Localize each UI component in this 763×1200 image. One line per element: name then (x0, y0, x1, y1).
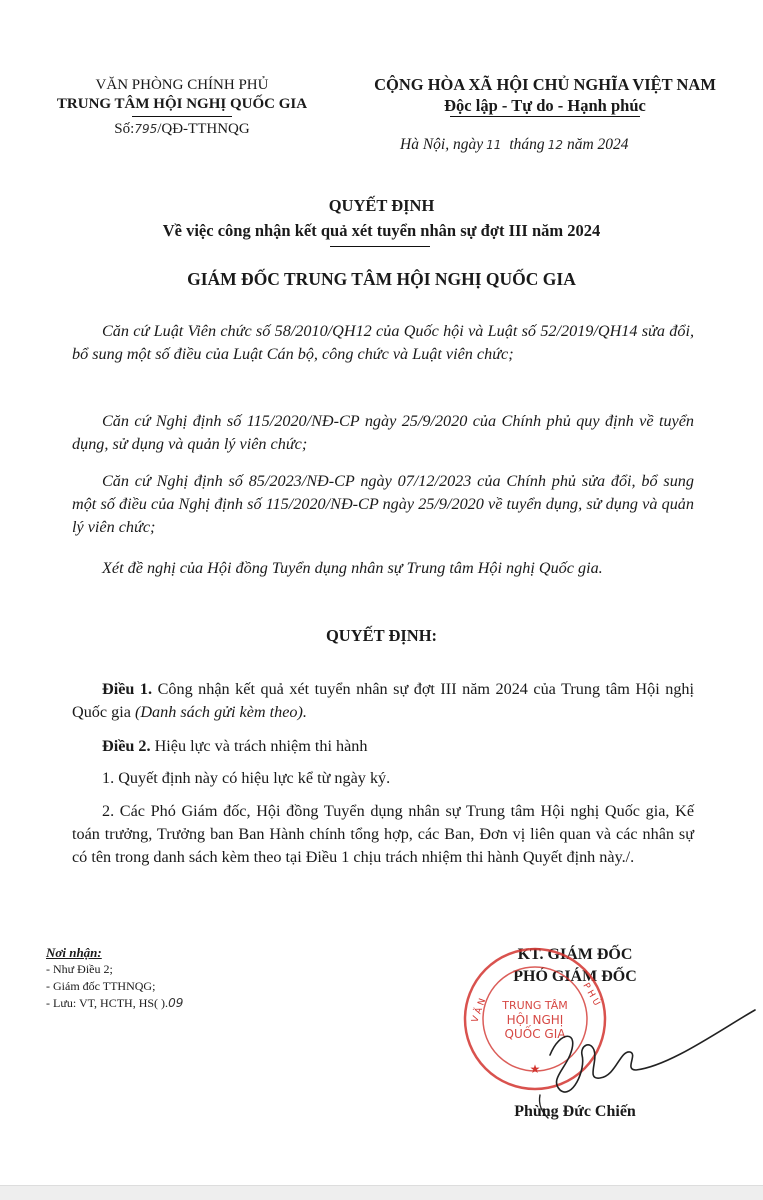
date-day-handwritten: 11 (486, 138, 502, 152)
svg-text:P H Ủ: P H Ủ (580, 981, 602, 1008)
article-2-item-1: 1. Quyết định này có hiệu lực kể từ ngày ký. (102, 769, 391, 787)
decision-heading: QUYẾT ĐỊNH (328, 196, 435, 215)
document-number: Số:795/QĐ-TTHNQG (114, 121, 250, 137)
signer-name: Phùng Đức Chiến (514, 1103, 636, 1120)
signature-line-1: KT. GIÁM ĐỐC (517, 946, 633, 963)
preamble-item: Căn cứ Nghị định số 115/2020/NĐ-CP ngày 25/9/2020 của Chính phủ quy định về tuyển dụng, sử dụng và quản lý viên chức; (72, 412, 694, 453)
recipient-item: - Giám đốc TTHNQG; (46, 979, 156, 993)
signature-line-2: PHÓ GIÁM ĐỐC (513, 968, 637, 985)
handwritten-signature (520, 1000, 760, 1120)
article-1 (72, 678, 694, 724)
article-1-label: Điều 1. (102, 680, 153, 698)
archive-count-handwritten: 09 (168, 996, 184, 1010)
nation-name: CỘNG HÒA XÃ HỘI CHỦ NGHĨA VIỆT NAM (374, 75, 716, 94)
article-2-item-2: 2. Các Phó Giám đốc, Hội đồng Tuyển dụng nhân sự Trung tâm Hội nghị Quốc gia, Kế toán trưởng, Trưởng ban Ban Hành chính tổng hợp, các Ban, Đơn vị liên quan và các nhân sự có tên trong danh sách kèm theo tại Điều 1 chịu trách nhiệm thi hành Quyết định này./. (72, 802, 694, 866)
document-number-handwritten: 795 (134, 122, 158, 136)
recipient-item: - Lưu: VT, HCTH, HS( ).09 (46, 996, 184, 1010)
date-place: Hà Nội, ngày 11 tháng 12 năm 2024 (400, 136, 629, 153)
motto-underline (450, 116, 640, 117)
recipients-block (46, 944, 306, 1012)
preamble-item: Căn cứ Luật Viên chức số 58/2010/QH12 của Quốc hội và Luật số 52/2019/QH14 sửa đổi, bổ sung một số điều của Luật Cán bộ, công chức và Luật viên chức; (72, 322, 694, 363)
subject-underline (330, 246, 430, 247)
recipient-item: - Như Điều 2; (46, 962, 113, 976)
decision-subject: Về việc công nhận kết quả xét tuyển nhân sự đợt III năm 2024 (162, 221, 601, 240)
article-2-text: Hiệu lực và trách nhiệm thi hành (154, 737, 368, 755)
page-bottom-edge (0, 1185, 763, 1200)
seal-text: TRUNG TÂM HỘI NGHỊ QUỐC GIA (502, 999, 568, 1041)
date-month-handwritten: 12 (547, 138, 563, 152)
issuing-authority: GIÁM ĐỐC TRUNG TÂM HỘI NGHỊ QUỐC GIA (187, 269, 576, 289)
article-2-label: Điều 2. (102, 737, 151, 755)
national-title-block (340, 74, 750, 116)
recipients-label: Nơi nhận: (46, 945, 102, 960)
issuing-agency-block (22, 76, 342, 139)
article-2 (72, 735, 694, 758)
national-motto: Độc lập - Tự do - Hạnh phúc (444, 96, 646, 115)
preamble-item: Căn cứ Nghị định số 85/2023/NĐ-CP ngày 07/12/2023 của Chính phủ sửa đổi, bổ sung một số điều của Nghị định số 115/2020/NĐ-CP ngày 25/9/2020 về tuyển dụng, sử dụng và quản lý viên chức; (72, 472, 694, 536)
decision-section-heading: QUYẾT ĐỊNH: (325, 626, 438, 645)
agency-name: TRUNG TÂM HỘI NGHỊ QUỐC GIA (56, 96, 308, 112)
article-1-note: (Danh sách gửi kèm theo). (134, 703, 307, 721)
preamble-item: Xét đề nghị của Hội đồng Tuyển dụng nhân sự Trung tâm Hội nghị Quốc gia. (102, 559, 603, 577)
svg-text:V Ă N: V Ă N (470, 997, 489, 1025)
agency-underline (132, 116, 232, 117)
parent-agency: VĂN PHÒNG CHÍNH PHỦ (95, 77, 269, 93)
svg-text:★: ★ (529, 1062, 541, 1076)
article-1-text: Công nhận kết quả xét tuyển nhân sự đợt III năm 2024 của Trung tâm Hội nghị Quốc gia (72, 680, 694, 721)
